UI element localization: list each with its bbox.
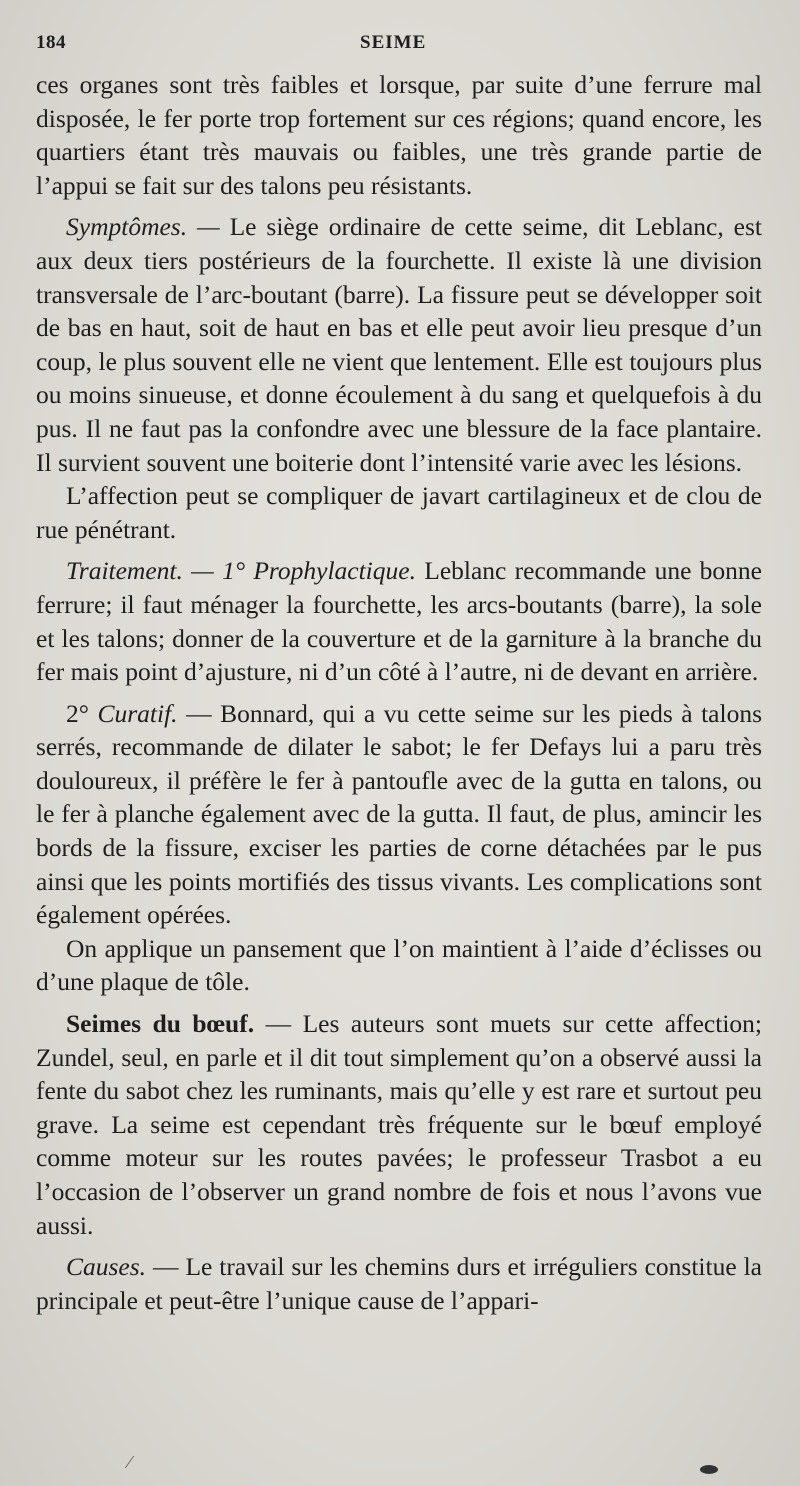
paragraph-traitement	[36, 554, 762, 688]
subheading-prophylactique: 1° Prophylactique.	[213, 556, 416, 586]
paragraph-seimes-du-boeuf	[36, 1007, 762, 1242]
paragraph-text: — Bonnard, qui a vu cette seime sur les pieds à talons serrés, recommande de dilater le sabot; le fer Defays lui a paru très douloureux, il préfère le fer à pantoufle avec de la gutta en talons, ou le fer à planche également avec de la gutta. Il faut, de plus, amincir les bords de la fissure, exciser les parties de corne détachées par le pus ainsi que les points mortifiés des tissus vivants. Les complications sont également opérées.	[36, 698, 763, 930]
running-title: SEIME	[360, 32, 427, 53]
ink-smudge	[700, 1465, 718, 1474]
paragraph-text: — Les auteurs sont muets sur cette affection; Zundel, seul, en parle et il dit tout simplement qu’on a observé aussi la fente du sabot chez les ruminants, mais qu’elle y est rare et surtout peu grave. La seime est cependant très fréquente sur le bœuf employé comme moteur sur les routes pavées; le professeur Trasbot a eu l’occasion de l’observer un grand nombre de fois et nous l’avons vue aussi.	[36, 1009, 763, 1240]
paragraph-text: Le siège ordinaire de cette seime, dit Leblanc, est aux deux tiers postérieurs de la fourchette. Il existe là une division transversale de l’arc-boutant (barre). La fissure peut se développer soit de bas en haut, soit de haut en bas et elle peut avoir lieu presque d’un coup, le plus souvent elle ne vient que lentement. Elle est toujours plus ou moins sinueuse, et donne écoulement à du sang et quelquefois à du pus. Il ne faut pas la confondre avec une blessure de la face plantaire. Il survient souvent une boiterie dont l’intensité varie avec les lésions.	[36, 212, 762, 477]
body-text	[36, 68, 762, 1317]
paragraph-text: On applique un pansement que l’on maintient à l’aide d’éclisses ou d’une plaque de tôle.	[36, 933, 762, 997]
subheading-number: 2°	[66, 698, 89, 728]
paragraph-pansement	[36, 932, 762, 999]
stray-ink-mark: ⁄	[128, 1452, 132, 1472]
paragraph-symptomes	[36, 210, 762, 479]
section-heading-seimes-du-boeuf: Seimes du bœuf.	[66, 1009, 255, 1039]
paragraph-curatif	[36, 697, 762, 932]
paragraph-text: Leblanc recommande une bonne ferrure; il faut ménager la fourchette, les arcs-boutants (barre), la sole et les talons; donner de la couverture et de la garniture à la branche du fer mais point d’ajusture, ni d’un côté à l’autre, ni de devant en arrière.	[36, 556, 762, 687]
paragraph-text: ces organes sont très faibles et lorsque, par suite d’une ferrure mal disposée, le fer porte trop fortement sur ces régions; quand encore, les quartiers étant très mauvais ou faibles, une très grande partie de l’appui se fait sur des talons peu résistants.	[36, 70, 762, 200]
page-number: 184	[36, 32, 66, 53]
paragraph-causes	[36, 1250, 762, 1317]
section-heading-causes: Causes.	[66, 1252, 147, 1282]
section-heading-traitement: Traitement. —	[66, 556, 214, 586]
paragraph-text: L’affection peut se compliquer de javart cartilagineux et de clou de rue pénétrant.	[36, 481, 762, 544]
paragraph-affection	[36, 479, 762, 546]
running-head	[36, 32, 762, 68]
subheading-curatif: Curatif.	[88, 698, 178, 728]
section-heading-symptomes: Symptômes. —	[66, 212, 220, 242]
paragraph-causes-continued	[36, 68, 762, 202]
paragraph-text: — Le travail sur les chemins durs et irréguliers constitue la principale et peut-être l’unique cause de l’appari-	[36, 1252, 762, 1315]
